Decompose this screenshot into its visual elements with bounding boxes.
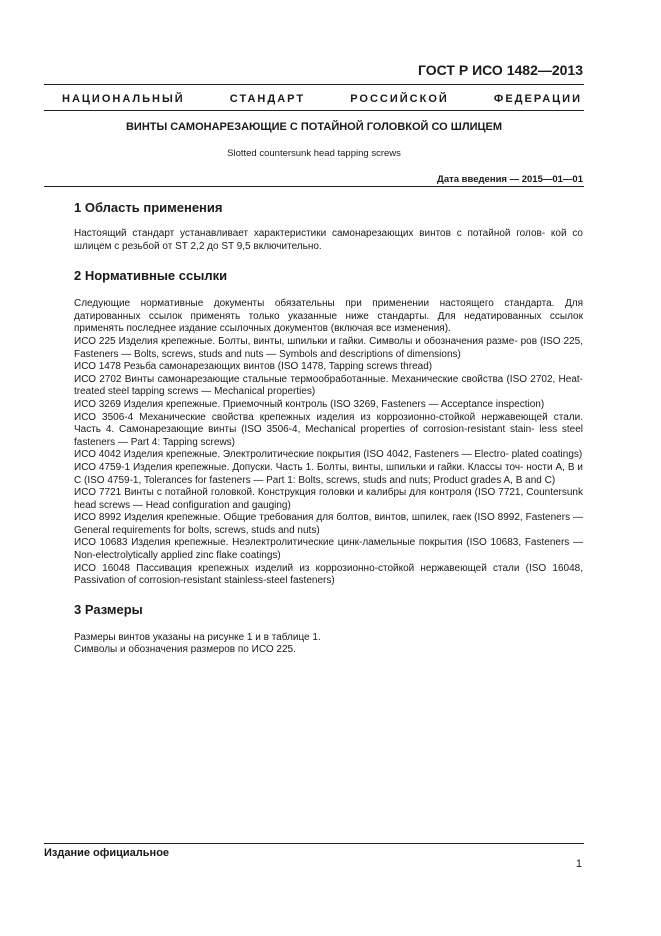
section-3-line: Размеры винтов указаны на рисунке 1 и в таблице 1.	[74, 631, 321, 643]
national-standard-banner: НАЦИОНАЛЬНЫЙ СТАНДАРТ РОССИЙСКОЙ ФЕДЕРАЦИИ	[62, 93, 582, 105]
reference-item: ИСО 10683 Изделия крепежные. Неэлектролитические цинк-ламельные покрытия (ISO 10683, Fasteners — Non-electrolytically applied zinc flake coatings)	[74, 537, 583, 562]
reference-item: ИСО 16048 Пассивация крепежных изделий из коррозионно-стойкой нержавеющей стали (ISO 16048, Passivation of corrosion-resistant stainless-steel fasteners)	[74, 562, 583, 587]
section-2-body	[74, 298, 583, 588]
reference-item: ИСО 2702 Винты самонарезающие стальные термообработанные. Механические свойства (ISO 2702, Heat-treated steel tapping screws — Mechanical properties)	[74, 373, 583, 398]
reference-item: ИСО 7721 Винты с потайной головкой. Конструкция головки и калибры для контроля (ISO 7721, Countersunk head screws — Head configuration and gauging)	[74, 487, 583, 511]
reference-item: ИСО 1478 Резьба самонарезающих винтов (ISO 1478, Tapping screws thread)	[74, 361, 433, 373]
reference-item: ИСО 8992 Изделия крепежные. Общие требования для болтов, винтов, шпилек, гаек (ISO 8992, Fasteners — General requirements for bolts, screws, studs and nuts)	[74, 512, 583, 536]
footer-rule	[44, 843, 584, 844]
section-1-heading: 1 Область применения	[74, 200, 223, 215]
introduction-date: Дата введения — 2015—01—01	[437, 174, 583, 185]
reference-item: ИСО 4759-1 Изделия крепежные. Допуски. Часть 1. Болты, винты, шпильки и гайки. Классы точ- ности А, В и С (ISO 4759-1, Tolerances for fasteners — Part 1: Bolts, screws, studs and nuts; Product grades A, B and C)	[74, 461, 583, 486]
header-rule-top	[44, 84, 584, 85]
section-3-heading: 3 Размеры	[74, 601, 143, 617]
page-number: 1	[575, 858, 582, 870]
reference-item: ИСО 4042 Изделия крепежные. Электролитические покрытия (ISO 4042, Fasteners — Electro- plated coatings)	[74, 449, 583, 461]
section-2-intro: Следующие нормативные документы обязательны при применении настоящего стандарта. Для датированных ссылок применять только указанные ниже стандарты. Для недатированных ссылок применять последнее издание ссылочных документов (включая все изменения).	[74, 298, 583, 335]
section-3-body	[74, 632, 583, 657]
date-rule	[44, 186, 584, 187]
reference-item: ИСО 225 Изделия крепежные. Болты, винты, шпильки и гайки. Символы и обозначения разме- ров (ISO 225, Fasteners — Bolts, screws, studs and nuts — Symbols and descriptions of dimensions)	[74, 335, 583, 360]
header-rule-bottom	[44, 110, 584, 111]
document-id: ГОСТ Р ИСО 1482—2013	[418, 62, 583, 78]
document-body	[74, 200, 583, 657]
section-3-line: Символы и обозначения размеров по ИСО 225.	[74, 644, 296, 656]
document-title-en: Slotted countersunk head tapping screws	[227, 148, 401, 159]
reference-item: ИСО 3506-4 Механические свойства крепежных изделия из коррозионно-стойкой нержавеющей стали. Часть 4. Самонарезающие винты (ISO 3506-4, Mechanical properties of corrosion-resistant stain- less steel fasteners — Part 4: Tapping screws)	[74, 411, 583, 448]
section-2-heading: 2 Нормативные ссылки	[74, 268, 228, 284]
document-title-ru: ВИНТЫ САМОНАРЕЗАЮЩИЕ С ПОТАЙНОЙ ГОЛОВКОЙ СО ШЛИЦЕМ	[125, 121, 503, 133]
section-1-text: Настоящий стандарт устанавливает характеристики самонарезающих винтов с потайной голов- кой со шлицем с резьбой от ST 2,2 до ST 9,5 включительно.	[74, 228, 583, 252]
reference-item: ИСО 3269 Изделия крепежные. Приемочный контроль (ISO 3269, Fasteners — Acceptance inspection)	[74, 398, 545, 410]
official-edition-label: Издание официальное	[44, 847, 170, 859]
